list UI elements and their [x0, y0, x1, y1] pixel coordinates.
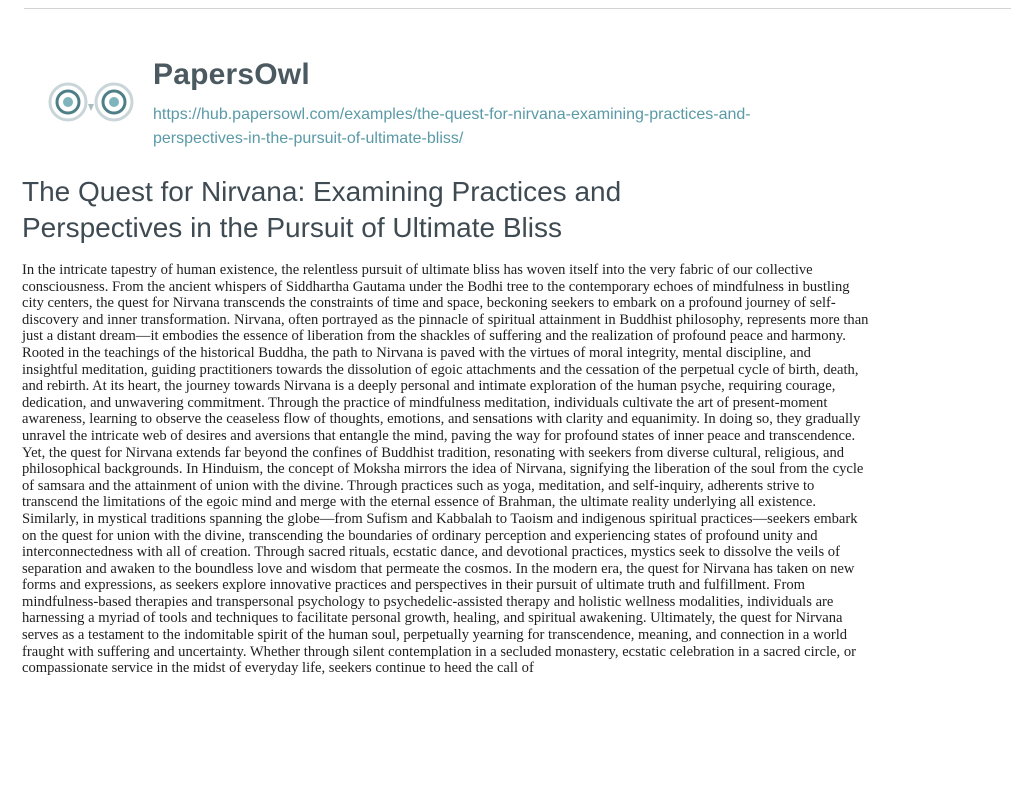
owl-eyes-icon — [46, 80, 138, 124]
url-line-2: perspectives-in-the-pursuit-of-ultimate-bliss/ — [153, 130, 464, 147]
title-line-1: The Quest for Nirvana: Examining Practices and — [22, 176, 622, 207]
document-title — [22, 174, 1002, 246]
brand-name: PapersOwl — [153, 58, 310, 91]
url-line-1: https://hub.papersowl.com/examples/the-quest-for-nirvana-examining-practices-and- — [153, 106, 751, 123]
source-url-link[interactable] — [153, 103, 913, 151]
title-line-2: Perspectives in the Pursuit of Ultimate Bliss — [22, 212, 562, 243]
document-body: In the intricate tapestry of human existence, the relentless pursuit of ultimate bliss has woven itself into the very fabric of our collective consciousness. From the ancient whispers of Siddhartha Gautama under the Bodhi tree to the contemporary echoes of mindfulness in bustling city centers, the quest for Nirvana transcends the constraints of time and space, beckoning seekers to embark on a profound journey of self- discovery and inner transformation. Nirvana, often portrayed as the pinnacle of spiritual attainment in Buddhist philosophy, represents more than just a distant dream—it embodies the essence of liberation from the shackles of suffering and the realization of profound peace and harmony. Rooted in the teachings of the historical Buddha, the path to Nirvana is paved with the virtues of moral integrity, mental discipline, and insightful meditation, guiding practitioners towards the dissolution of egoic attachments and the cessation of the perpetual cycle of birth, death, and rebirth. At its heart, the journey towards Nirvana is a deeply personal and intimate exploration of the human psyche, requiring courage, dedication, and unwavering commitment. Through the practice of mindfulness meditation, individuals cultivate the art of present-moment awareness, learning to observe the ceaseless flow of thoughts, emotions, and sensations with clarity and equanimity. In doing so, they gradually unravel the intricate web of desires and aversions that entangle the mind, paving the way for profound states of inner peace and transcendence. Yet, the quest for Nirvana extends far beyond the confines of Buddhist tradition, resonating with seekers from diverse cultural, religious, and philosophical backgrounds. In Hinduism, the concept of Moksha mirrors the idea of Nirvana, signifying the liberation of the soul from the cycle of samsara and the attainment of union with the divine. Through practices such as yoga, meditation, and self-inquiry, adherents strive to transcend the limitations of the egoic mind and merge with the eternal essence of Brahman, the ultimate reality underlying all existence. Similarly, in mystical traditions spanning the globe—from Sufism and Kabbalah to Taoism and indigenous spiritual practices—seekers embark on the quest for union with the divine, transcending the boundaries of ordinary perception and experiencing states of profound unity and interconnectedness with all of creation. Through sacred rituals, ecstatic dance, and devotional practices, mystics seek to dissolve the veils of separation and awaken to the boundless love and wisdom that permeate the cosmos. In the modern era, the quest for Nirvana has taken on new forms and expressions, as seekers explore innovative practices and perspectives in their pursuit of ultimate truth and fulfillment. From mindfulness-based therapies and transpersonal psychology to psychedelic-assisted therapy and holistic wellness modalities, individuals are harnessing a myriad of tools and techniques to facilitate personal growth, healing, and spiritual awakening. Ultimately, the quest for Nirvana serves as a testament to the indomitable spirit of the human soul, perpetually yearning for transcendence, meaning, and connection in a world fraught with suffering and uncertainty. Whether through silent contemplation in a secluded monastery, ecstatic celebration in a sacred circle, or compassionate service in the midst of everyday life, seekers continue to heed the call of — [22, 262, 869, 677]
top-divider — [24, 8, 1011, 9]
